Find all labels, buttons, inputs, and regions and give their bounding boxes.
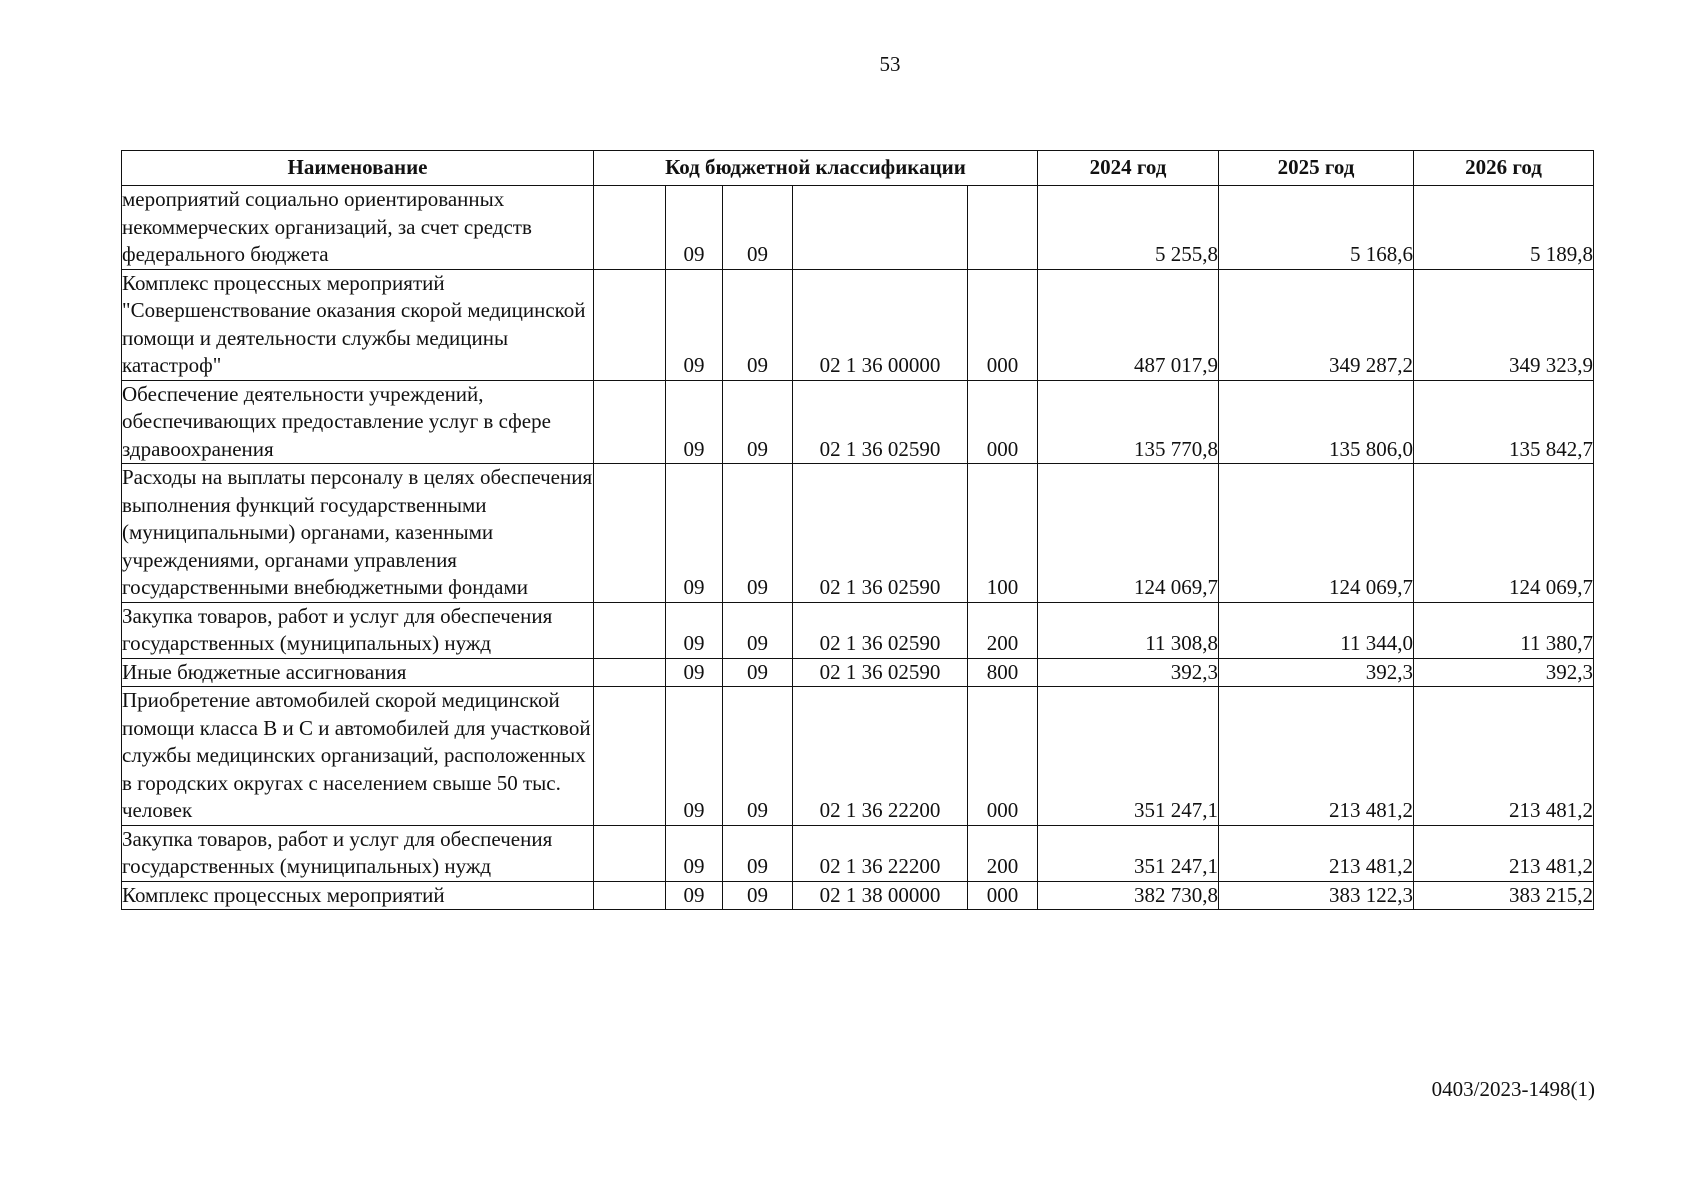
code-cell (594, 602, 666, 658)
code-section: 09 (666, 825, 723, 881)
code-cell (594, 825, 666, 881)
row-name: Иные бюджетные ассигнования (122, 658, 594, 687)
amount-2024: 382 730,8 (1038, 881, 1219, 910)
code-section: 09 (666, 186, 723, 270)
table-header-row (122, 151, 1594, 186)
code-section: 09 (666, 687, 723, 826)
code-section: 09 (666, 658, 723, 687)
code-section: 09 (666, 269, 723, 380)
amount-2024: 351 247,1 (1038, 687, 1219, 826)
code-subsection: 09 (723, 825, 793, 881)
amount-2024: 351 247,1 (1038, 825, 1219, 881)
code-subsection: 09 (723, 380, 793, 464)
amount-2026: 383 215,2 (1414, 881, 1594, 910)
amount-2025: 383 122,3 (1219, 881, 1414, 910)
code-subsection: 09 (723, 658, 793, 687)
amount-2025: 213 481,2 (1219, 687, 1414, 826)
code-expense-type: 000 (968, 881, 1038, 910)
amount-2024: 124 069,7 (1038, 464, 1219, 603)
table-row (122, 269, 1594, 380)
code-subsection: 09 (723, 881, 793, 910)
table-row (122, 380, 1594, 464)
code-expense-type: 100 (968, 464, 1038, 603)
amount-2025: 135 806,0 (1219, 380, 1414, 464)
code-target-item: 02 1 36 00000 (793, 269, 968, 380)
table-row (122, 658, 1594, 687)
code-cell (594, 186, 666, 270)
amount-2024: 487 017,9 (1038, 269, 1219, 380)
table-row (122, 687, 1594, 826)
table-row (122, 186, 1594, 270)
amount-2025: 213 481,2 (1219, 825, 1414, 881)
header-2026: 2026 год (1414, 151, 1594, 186)
table-body (122, 186, 1594, 910)
code-expense-type: 000 (968, 269, 1038, 380)
code-section: 09 (666, 602, 723, 658)
code-cell (594, 881, 666, 910)
table-row (122, 602, 1594, 658)
code-expense-type: 200 (968, 825, 1038, 881)
code-target-item: 02 1 36 22200 (793, 687, 968, 826)
header-2024: 2024 год (1038, 151, 1219, 186)
code-subsection: 09 (723, 602, 793, 658)
code-target-item: 02 1 36 02590 (793, 658, 968, 687)
table-row (122, 825, 1594, 881)
code-cell (594, 464, 666, 603)
code-section: 09 (666, 881, 723, 910)
table-row (122, 881, 1594, 910)
code-target-item (793, 186, 968, 270)
amount-2026: 392,3 (1414, 658, 1594, 687)
row-name: Расходы на выплаты персоналу в целях обеспечения выполнения функций государственными (муниципальными) органами, казенными учреждениями, органами управления государственными внебюджетными фондами (122, 464, 594, 603)
header-2025: 2025 год (1219, 151, 1414, 186)
code-cell (594, 380, 666, 464)
code-target-item: 02 1 38 00000 (793, 881, 968, 910)
row-name: мероприятий социально ориентированных некоммерческих организаций, за счет средств федерального бюджета (122, 186, 594, 270)
code-cell (594, 687, 666, 826)
code-cell (594, 658, 666, 687)
code-subsection: 09 (723, 687, 793, 826)
code-cell (594, 269, 666, 380)
amount-2025: 11 344,0 (1219, 602, 1414, 658)
amount-2025: 349 287,2 (1219, 269, 1414, 380)
code-expense-type (968, 186, 1038, 270)
row-name: Комплекс процессных мероприятий (122, 881, 594, 910)
amount-2024: 11 308,8 (1038, 602, 1219, 658)
document-id: 0403/2023-1498(1) (1431, 1077, 1595, 1101)
code-target-item: 02 1 36 02590 (793, 464, 968, 603)
code-section: 09 (666, 464, 723, 603)
amount-2025: 5 168,6 (1219, 186, 1414, 270)
code-expense-type: 200 (968, 602, 1038, 658)
row-name: Закупка товаров, работ и услуг для обеспечения государственных (муниципальных) нужд (122, 825, 594, 881)
header-name: Наименование (122, 151, 594, 186)
amount-2026: 5 189,8 (1414, 186, 1594, 270)
amount-2025: 124 069,7 (1219, 464, 1414, 603)
code-target-item: 02 1 36 02590 (793, 380, 968, 464)
code-expense-type: 000 (968, 380, 1038, 464)
code-expense-type: 800 (968, 658, 1038, 687)
table-row (122, 464, 1594, 603)
code-subsection: 09 (723, 269, 793, 380)
amount-2024: 135 770,8 (1038, 380, 1219, 464)
code-target-item: 02 1 36 22200 (793, 825, 968, 881)
row-name: Приобретение автомобилей скорой медицинской помощи класса B и C и автомобилей для участковой службы медицинских организаций, расположенных в городских округах с населением свыше 50 тыс. человек (122, 687, 594, 826)
amount-2026: 124 069,7 (1414, 464, 1594, 603)
header-code: Код бюджетной классификации (594, 151, 1038, 186)
amount-2026: 11 380,7 (1414, 602, 1594, 658)
code-subsection: 09 (723, 186, 793, 270)
code-target-item: 02 1 36 02590 (793, 602, 968, 658)
row-name: Обеспечение деятельности учреждений, обеспечивающих предоставление услуг в сфере здравоохранения (122, 380, 594, 464)
page-number: 53 (879, 52, 901, 76)
amount-2026: 213 481,2 (1414, 687, 1594, 826)
budget-table (121, 150, 1594, 910)
row-name: Комплекс процессных мероприятий "Совершенствование оказания скорой медицинской помощи и деятельности службы медицины катастроф" (122, 269, 594, 380)
code-subsection: 09 (723, 464, 793, 603)
amount-2026: 135 842,7 (1414, 380, 1594, 464)
amount-2026: 213 481,2 (1414, 825, 1594, 881)
amount-2026: 349 323,9 (1414, 269, 1594, 380)
amount-2024: 5 255,8 (1038, 186, 1219, 270)
amount-2025: 392,3 (1219, 658, 1414, 687)
code-section: 09 (666, 380, 723, 464)
code-expense-type: 000 (968, 687, 1038, 826)
amount-2024: 392,3 (1038, 658, 1219, 687)
row-name: Закупка товаров, работ и услуг для обеспечения государственных (муниципальных) нужд (122, 602, 594, 658)
